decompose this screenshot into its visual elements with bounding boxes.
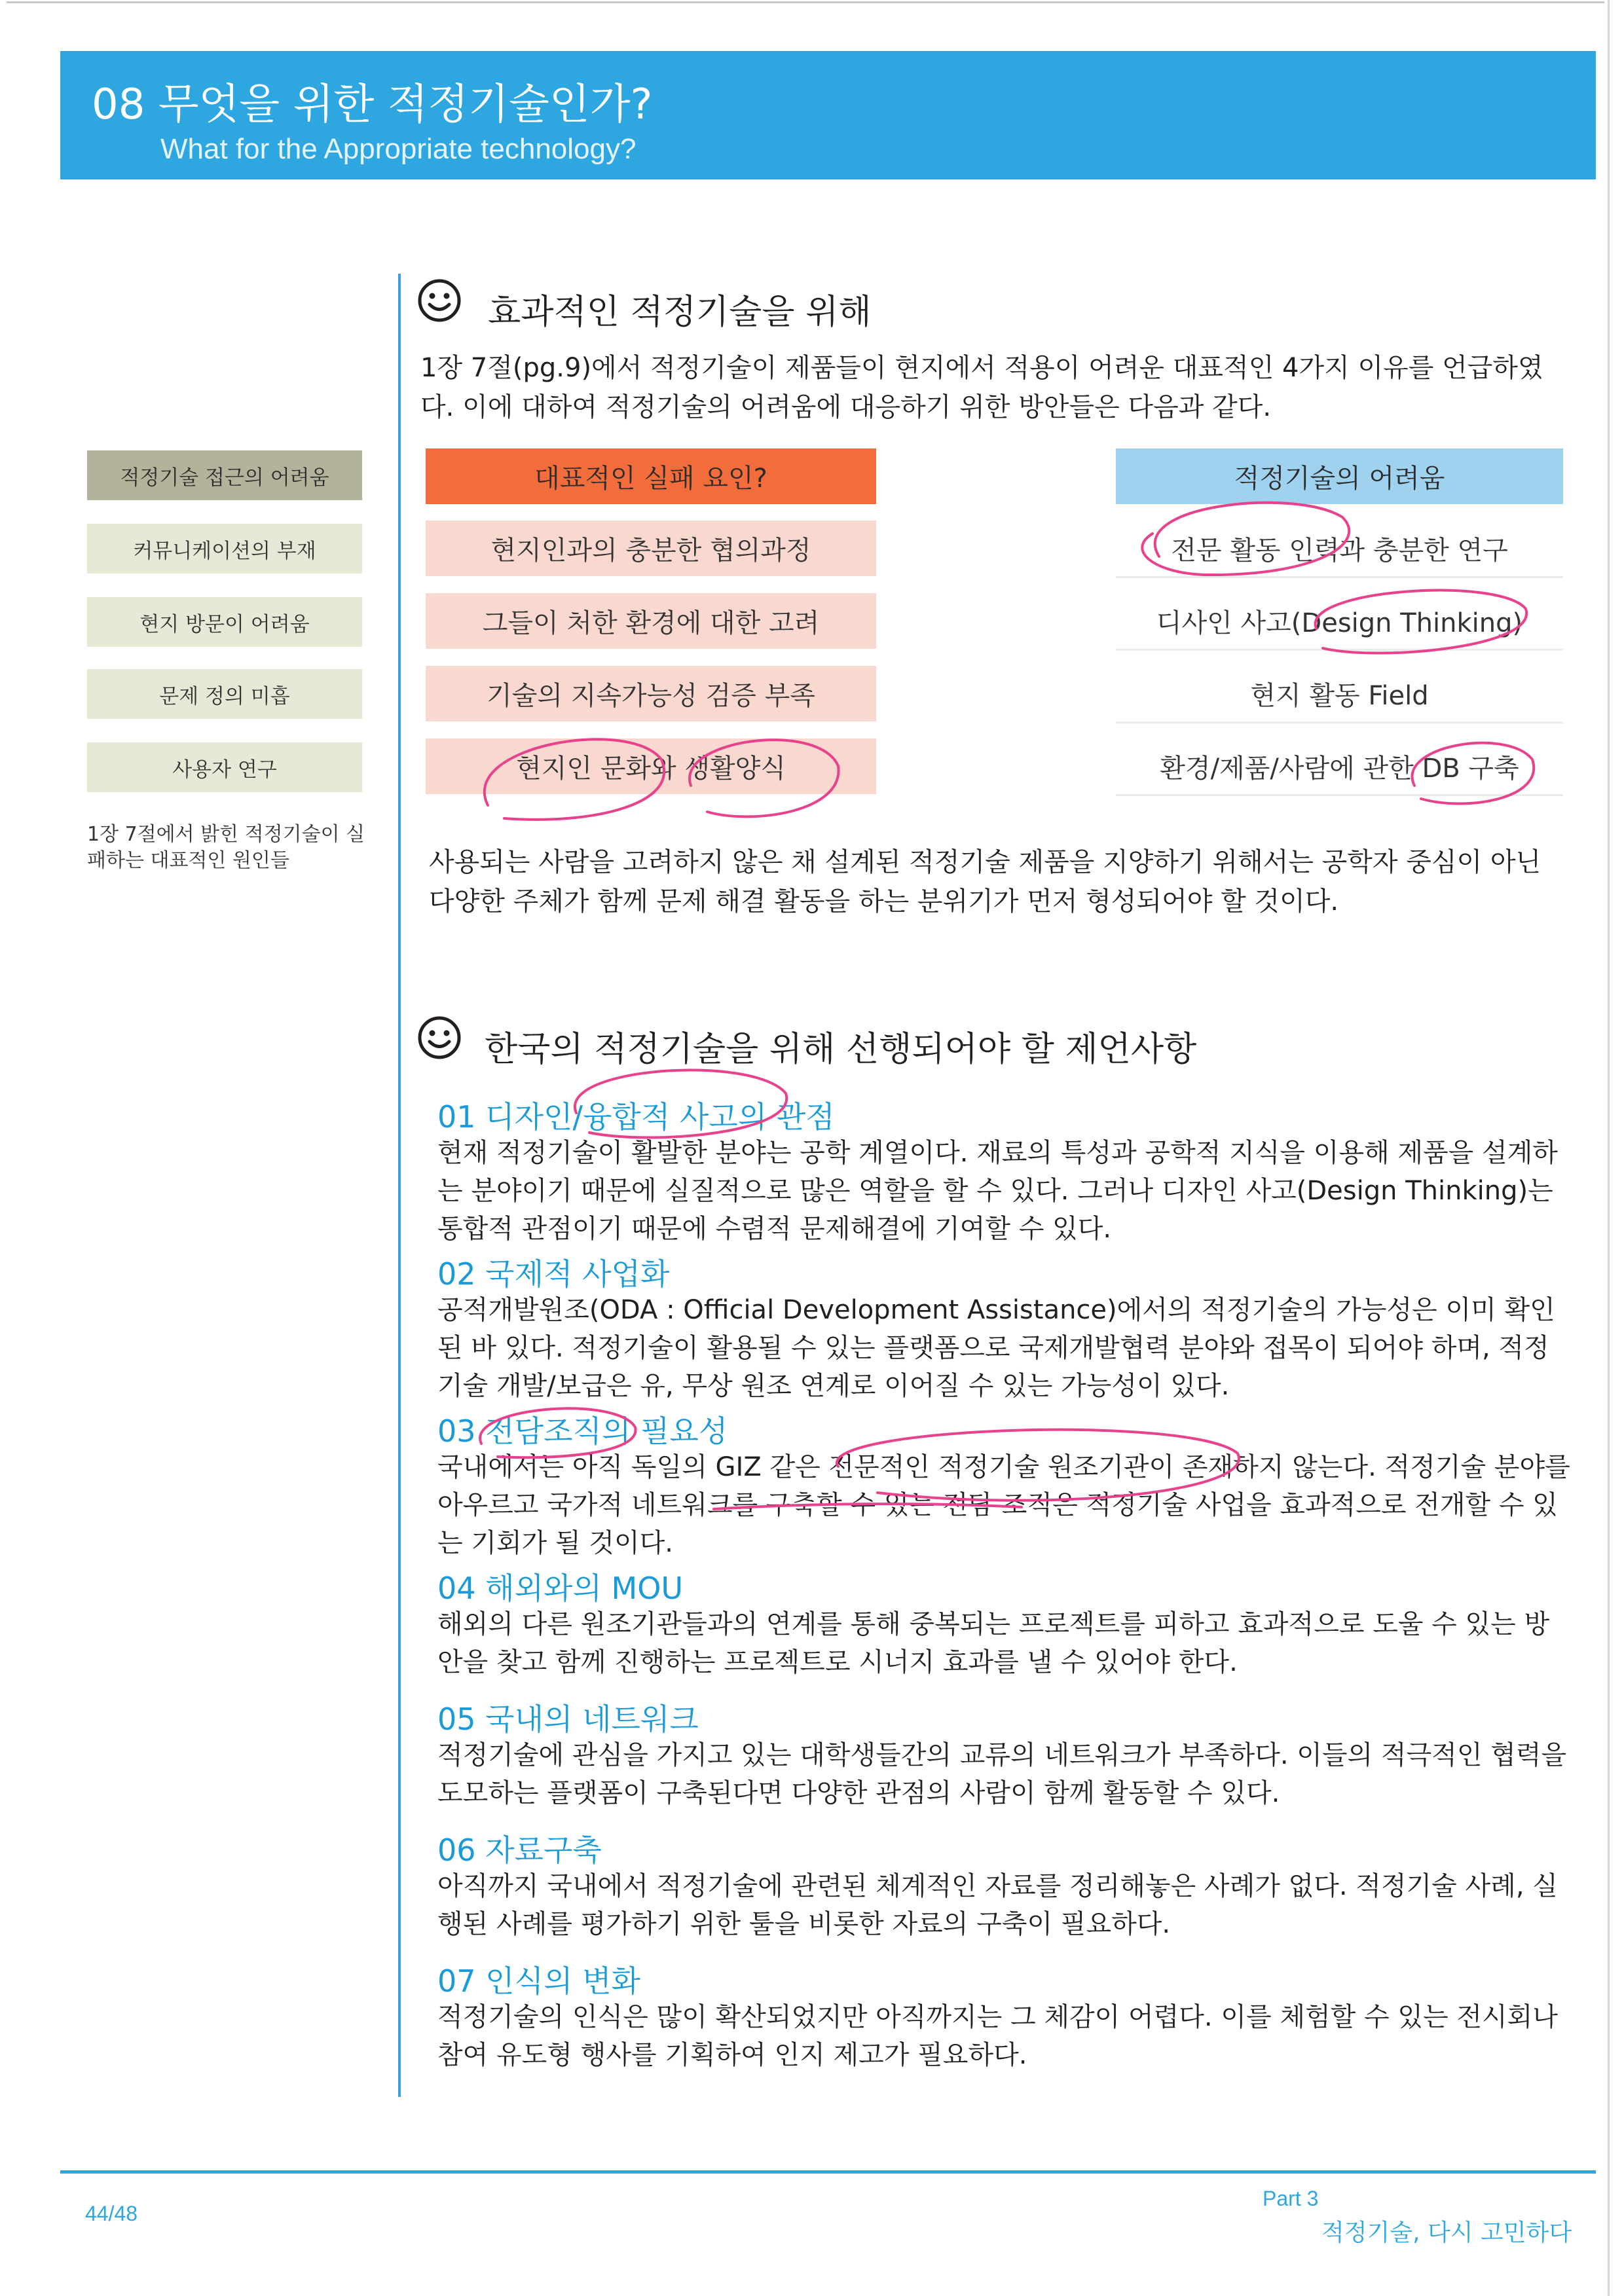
proposal-title: 04 해외와의 MOU: [437, 1571, 684, 1606]
difficulty-header: 적정기술의 어려움: [1116, 448, 1563, 504]
proposal-body: 국내에서는 아직 독일의 GIZ 같은 전문적인 적정기술 원조기관이 존재하지 않는다. 적정기술 분야를 아우르고 국가적 네트워크를 구축할 수 있는 전담 조직은 적정기술 사업을 효과적으로 전개할 수 있는 기회가 될 것이다.: [437, 1452, 1570, 1558]
proposal-body: 현재 적정기술이 활발한 분야는 공학 계열이다. 재료의 특성과 공학적 지식을 이용해 제품을 설계하는 분야이기 때문에 실질적으로 많은 역할을 할 수 있다. 그러나 디자인 사고(Design Thinking)는 통합적 관점이기 때문에 수렴적 문제해결에 기여할 수 있다.: [437, 1138, 1558, 1244]
content-divider: [398, 274, 401, 2097]
smiley-icon: [416, 1015, 462, 1061]
page-number: 44/48: [85, 2202, 138, 2225]
footer-rule: [60, 2170, 1596, 2174]
sidebar-item: 현지 방문이 어려움: [87, 597, 362, 647]
section2-title: 한국의 적정기술을 위해 선행되어야 할 제언사항: [485, 1030, 1197, 1069]
failure-item: 기술의 지속가능성 검증 부족: [426, 666, 876, 721]
difficulty-item: 현지 활동 Field: [1116, 666, 1563, 723]
section1-note: 사용되는 사람을 고려하지 않은 채 설계된 적정기술 제품을 지양하기 위해서는 공학자 중심이 아닌 다양한 주체가 함께 문제 해결 활동을 하는 분위기가 먼저 형성되어야 할 것이다.: [429, 847, 1541, 917]
proposal-title: 05 국내의 네트워크: [437, 1702, 699, 1737]
difficulty-item: 환경/제품/사람에 관한 DB 구축: [1116, 738, 1563, 796]
failure-item: 현지인과의 충분한 협의과정: [426, 520, 876, 576]
top-rule: [7, 1, 1604, 3]
difficulty-item: 디사인 사고(Design Thinking): [1116, 593, 1563, 651]
proposal-body: 공적개발원조(ODA : Official Development Assistance)에서의 적정기술의 가능성은 이미 확인된 바 있다. 적정기술이 활용될 수 있는 플랫폼으로 국제개발협력 분야와 접목이 되어야 하며, 적정기술 개발/보급은 유, 무상 원조 연계로 이어질 수 있는 가능성이 있다.: [437, 1295, 1555, 1401]
failure-header: 대표적인 실패 요인?: [426, 448, 876, 504]
sidebar-item: 사용자 연구: [87, 742, 362, 792]
sidebar-caption: 1장 7절에서 밝힌 적정기술이 실패하는 대표적인 원인들: [87, 823, 365, 872]
proposal-title: 03 전담조직의 필요성: [437, 1413, 728, 1449]
sidebar-header: 적정기술 접근의 어려움: [87, 450, 362, 500]
failure-item: 현지인 문화와 생활양식: [426, 738, 876, 794]
proposal-body: 적정기술에 관심을 가지고 있는 대학생들간의 교류의 네트워크가 부족하다. 이들의 적극적인 협력을 도모하는 플랫폼이 구축된다면 다양한 관점의 사람이 함께 활동할 수 있다.: [437, 1740, 1567, 1808]
proposal-title: 02 국제적 사업화: [437, 1256, 670, 1292]
proposal-title: 06 자료구축: [437, 1832, 602, 1868]
section1-intro: 1장 7절(pg.9)에서 적정기술이 제품들이 현지에서 적용이 어려운 대표적인 4가지 이유를 언급하였다. 이에 대하여 적정기술의 어려움에 대응하기 위한 방안들은 다음과 같다.: [420, 353, 1543, 422]
sidebar-item: 문제 정의 미흡: [87, 669, 362, 719]
page-title: 08 무엇을 위한 적정기술인가?: [92, 81, 653, 129]
proposal-body: 아직까지 국내에서 적정기술에 관련된 체계적인 자료를 정리해놓은 사례가 없다. 적정기술 사례, 실행된 사례를 평가하기 위한 툴을 비롯한 자료의 구축이 필요하다.: [437, 1871, 1558, 1939]
page-edge: [1608, 0, 1610, 2296]
sidebar-item: 커뮤니케이션의 부재: [87, 524, 362, 574]
smiley-icon: [416, 278, 462, 323]
proposal-title: 01 디자인/융합적 사고의 관점: [437, 1099, 835, 1135]
part-title: 적정기술, 다시 고민하다: [1321, 2219, 1572, 2246]
section1-title: 효과적인 적정기술을 위해: [488, 293, 872, 332]
page-subtitle: What for the Appropriate technology?: [160, 133, 637, 165]
part-label: Part 3: [1263, 2187, 1319, 2210]
proposal-title: 07 인식의 변화: [437, 1963, 640, 1999]
failure-item: 그들이 처한 환경에 대한 고려: [426, 593, 876, 649]
proposal-body: 해외의 다른 원조기관들과의 연계를 통해 중복되는 프로젝트를 피하고 효과적으로 도울 수 있는 방안을 찾고 함께 진행하는 프로젝트로 시너지 효과를 낼 수 있어야 한다.: [437, 1609, 1550, 1677]
proposal-body: 적정기술의 인식은 많이 확산되었지만 아직까지는 그 체감이 어렵다. 이를 체험할 수 있는 전시회나 참여 유도형 행사를 기획하여 인지 제고가 필요하다.: [437, 2002, 1558, 2070]
difficulty-item: 전문 활동 인력과 충분한 연구: [1116, 520, 1563, 578]
